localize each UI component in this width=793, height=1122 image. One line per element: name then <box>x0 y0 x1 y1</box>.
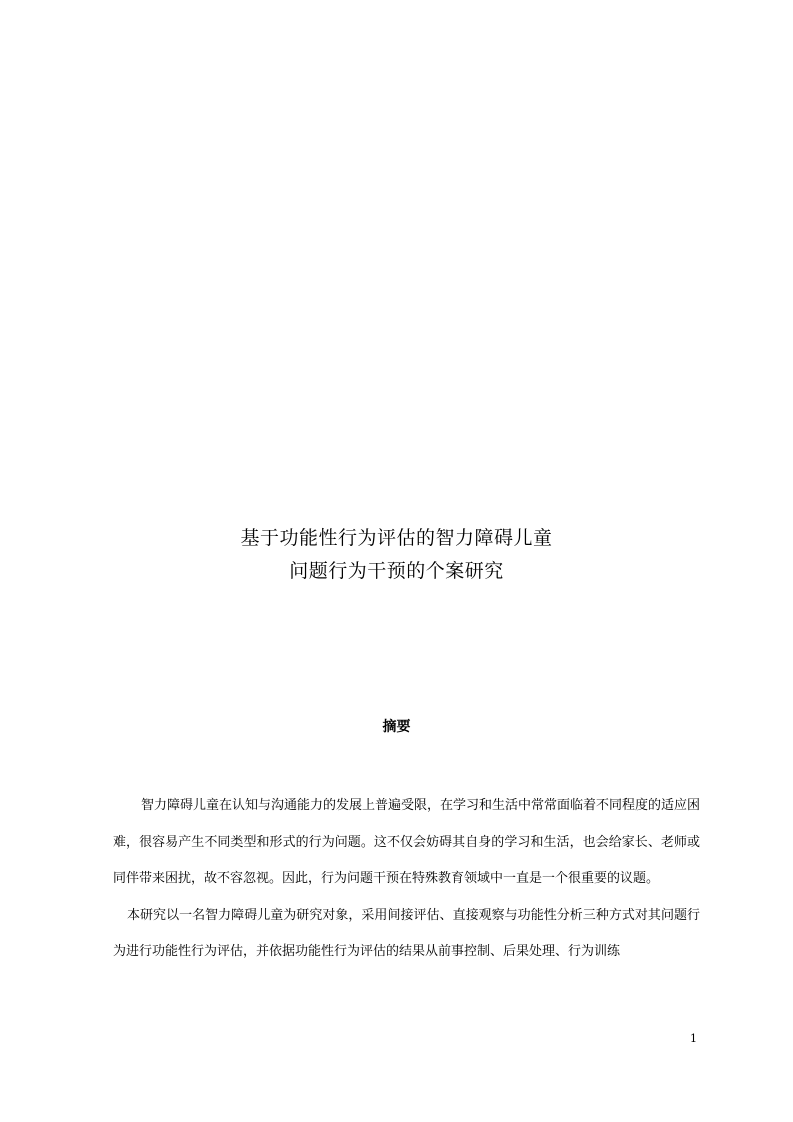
document-title <box>0 522 793 588</box>
title-line-2: 问题行为干预的个案研究 <box>289 560 504 582</box>
abstract-paragraph-1: 智力障碍儿童在认知与沟通能力的发展上普遍受限，在学习和生活中常常面临着不同程度的适应困难，很容易产生不同类型和形式的行为问题。这不仅会妨碍其自身的学习和生活，也会给家长、老师或同伴带来困扰，故不容忽视。因此，行为问题干预在特殊教育领域中一直是一个很重要的议题。 <box>113 798 701 886</box>
abstract-body <box>113 788 700 971</box>
page-number: 1 <box>690 1032 697 1045</box>
title-line-1: 基于功能性行为评估的智力障碍儿童 <box>240 527 553 549</box>
abstract-paragraph-2: 本研究以一名智力障碍儿童为研究对象，采用间接评估、直接观察与功能性分析三种方式对其问题行为进行功能性行为评估，并依据功能性行为评估的结果从前事控制、后果处理、行为训练 <box>113 907 700 959</box>
abstract-heading: 摘要 <box>382 719 411 735</box>
